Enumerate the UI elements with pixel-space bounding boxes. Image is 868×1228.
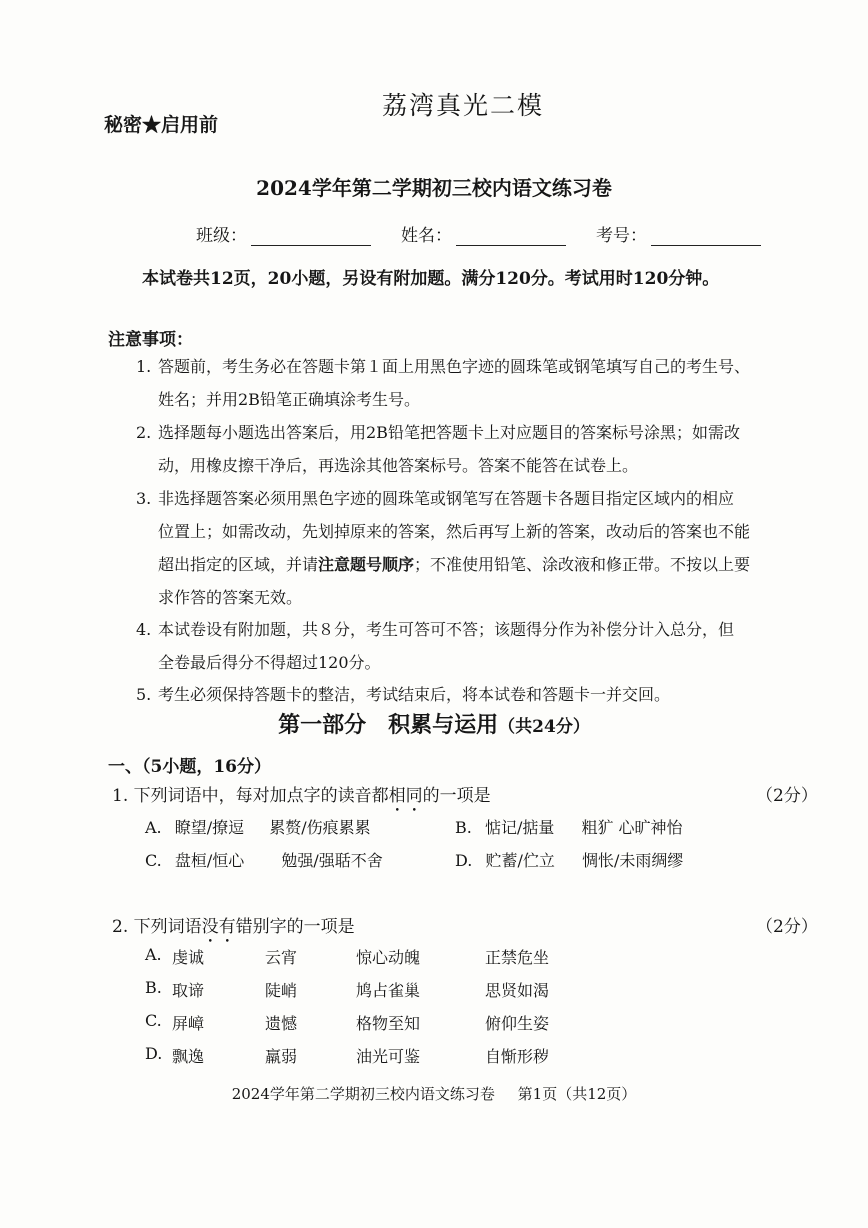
option-label: D. <box>145 1044 163 1063</box>
note-text: 选择题每小题选出答案后，用2B铅笔把答题卡上对应题目的答案标号涂黑；如需改 <box>158 423 740 442</box>
class-label: 班级： <box>196 226 247 246</box>
q1-points: （2分） <box>756 786 818 806</box>
exam-title: 2024学年第二学期初三校内语文练习卷 <box>256 176 612 200</box>
part1-points: （共24分） <box>498 717 590 737</box>
option-label: A. <box>145 945 162 964</box>
note-num: 1. <box>136 357 152 376</box>
option-words: 粗犷 心旷神怡 <box>581 818 683 837</box>
note-text: 姓名；并用2B铅笔正确填涂考生号。 <box>158 390 420 409</box>
option-words: 累赘/伤痕累累 <box>269 818 371 837</box>
note-item-1 <box>136 350 826 416</box>
note-emphasis: 注意题号顺序 <box>318 555 415 574</box>
exam-summary: 本试卷共12页，20小题，另设有附加题。满分120分。考试用时120分钟。 <box>142 269 720 289</box>
option-label: C. <box>145 851 162 870</box>
q1-option-c <box>145 848 383 871</box>
note-text: 考生必须保持答题卡的整洁，考试结束后，将本试卷和答题卡一并交回。 <box>158 685 671 704</box>
q2-number: 2. <box>112 917 129 937</box>
option-words: 勉强/强聒不舍 <box>281 851 383 870</box>
note-text: 动，用橡皮擦干净后，再选涂其他答案标号。答案不能答在试卷上。 <box>158 456 639 475</box>
q2-stem <box>112 912 355 947</box>
note-text: 本试卷设有附加题，共８分，考生可答可不答；该题得分作为补偿分计入总分，但 <box>158 620 735 639</box>
option-words: 瞭望/撩逗 <box>174 818 245 837</box>
option-word: 飘逸 <box>172 1047 205 1066</box>
note-text: 求作答的答案无效。 <box>158 588 303 607</box>
exam-no-field <box>596 221 761 246</box>
note-text: 全卷最后得分不得超过120分。 <box>158 653 381 672</box>
note-item-5 <box>136 678 826 711</box>
note-item-3 <box>136 482 826 614</box>
option-words: 贮蓄/伫立 <box>485 851 555 870</box>
exam-no-label: 考号： <box>596 226 647 246</box>
option-label: B. <box>145 978 162 997</box>
q1-option-a <box>145 815 371 838</box>
secret-mark: 秘密★启用前 <box>104 114 219 136</box>
option-word: 格物至知 <box>356 1014 421 1033</box>
name-blank <box>456 227 566 246</box>
name-field <box>401 221 566 246</box>
option-word: 虔诚 <box>172 948 205 967</box>
q1-stem <box>112 781 491 816</box>
footer-text: 2024学年第二学期初三校内语文练习卷 <box>231 1085 495 1103</box>
option-word: 思贤如渴 <box>485 981 550 1000</box>
note-text: ；不准使用铅笔、涂改液和修正带。不按以上要 <box>414 555 751 574</box>
section-one-heading: 一、（5小题，16分） <box>108 757 271 777</box>
name-label: 姓名： <box>401 226 452 246</box>
option-word: 正禁危坐 <box>485 948 550 967</box>
class-blank <box>251 227 371 246</box>
option-label: D. <box>455 851 473 870</box>
class-field <box>196 221 371 246</box>
q1-stem-text-end: 的一项是 <box>422 786 491 806</box>
part1-title <box>0 708 868 739</box>
q2-points: （2分） <box>756 917 818 937</box>
note-item-2 <box>136 416 826 482</box>
q2-stem-text: 下列词语 <box>133 917 202 937</box>
note-num: 4. <box>136 620 152 639</box>
student-info-fields <box>196 221 791 246</box>
page-footer <box>0 1083 868 1104</box>
note-item-4 <box>136 613 826 679</box>
notes-title: 注意事项： <box>108 330 193 350</box>
option-word: 惊心动魄 <box>356 948 421 967</box>
exam-no-blank <box>651 227 761 246</box>
note-num: 5. <box>136 685 152 704</box>
option-words: 惦记/掂量 <box>484 818 555 837</box>
option-label: A. <box>145 818 162 837</box>
option-word: 取谛 <box>172 981 205 1000</box>
option-words: 盘桓/恒心 <box>174 851 245 870</box>
option-word: 鸠占雀巢 <box>356 981 421 1000</box>
q2-option-d <box>145 1044 162 1063</box>
option-word: 陡峭 <box>265 981 298 1000</box>
note-text: 非选择题答案必须用黑色字迹的圆珠笔或钢笔写在答题卡各题目指定区域内的相应 <box>158 489 735 508</box>
option-label: C. <box>145 1011 162 1030</box>
q1-option-d <box>455 848 683 871</box>
note-text: 答题前，考生务必在答题卡第１面上用黑色字迹的圆珠笔或钢笔填写自己的考生号、 <box>158 357 751 376</box>
q1-stem-text: 下列词语中，每对加点字的读音都 <box>133 786 389 806</box>
option-word: 油光可鉴 <box>356 1047 421 1066</box>
option-word: 云宵 <box>265 948 298 967</box>
option-word: 自惭形秽 <box>485 1047 550 1066</box>
note-text: 位置上；如需改动，先划掉原来的答案，然后再写上新的答案，改动后的答案也不能 <box>158 522 751 541</box>
option-label: B. <box>455 818 472 837</box>
option-word: 羸弱 <box>265 1047 298 1066</box>
q2-option-b <box>145 978 162 997</box>
q1-number: 1. <box>112 786 129 806</box>
option-word: 屏嶂 <box>172 1014 205 1033</box>
q1-stem-emphasis: 相同 <box>388 786 423 806</box>
q2-stem-emphasis: 没有 <box>201 917 236 937</box>
q1-option-b <box>455 815 683 838</box>
option-words: 惆怅/未雨绸缪 <box>581 851 684 870</box>
part1-title-text: 第一部分 积累与运用 <box>278 712 499 738</box>
footer-page-number: 第1页（共12页） <box>517 1085 637 1103</box>
note-num: 2. <box>136 423 152 442</box>
q2-option-c <box>145 1011 162 1030</box>
option-word: 遗憾 <box>265 1014 298 1033</box>
note-text: 超出指定的区域，并请 <box>158 555 319 574</box>
option-word: 俯仰生姿 <box>485 1014 550 1033</box>
q2-stem-text-end: 错别字的一项是 <box>235 917 355 937</box>
handwritten-title: 荔湾真光二模 <box>382 91 545 120</box>
q2-option-a <box>145 945 162 964</box>
note-num: 3. <box>136 489 152 508</box>
